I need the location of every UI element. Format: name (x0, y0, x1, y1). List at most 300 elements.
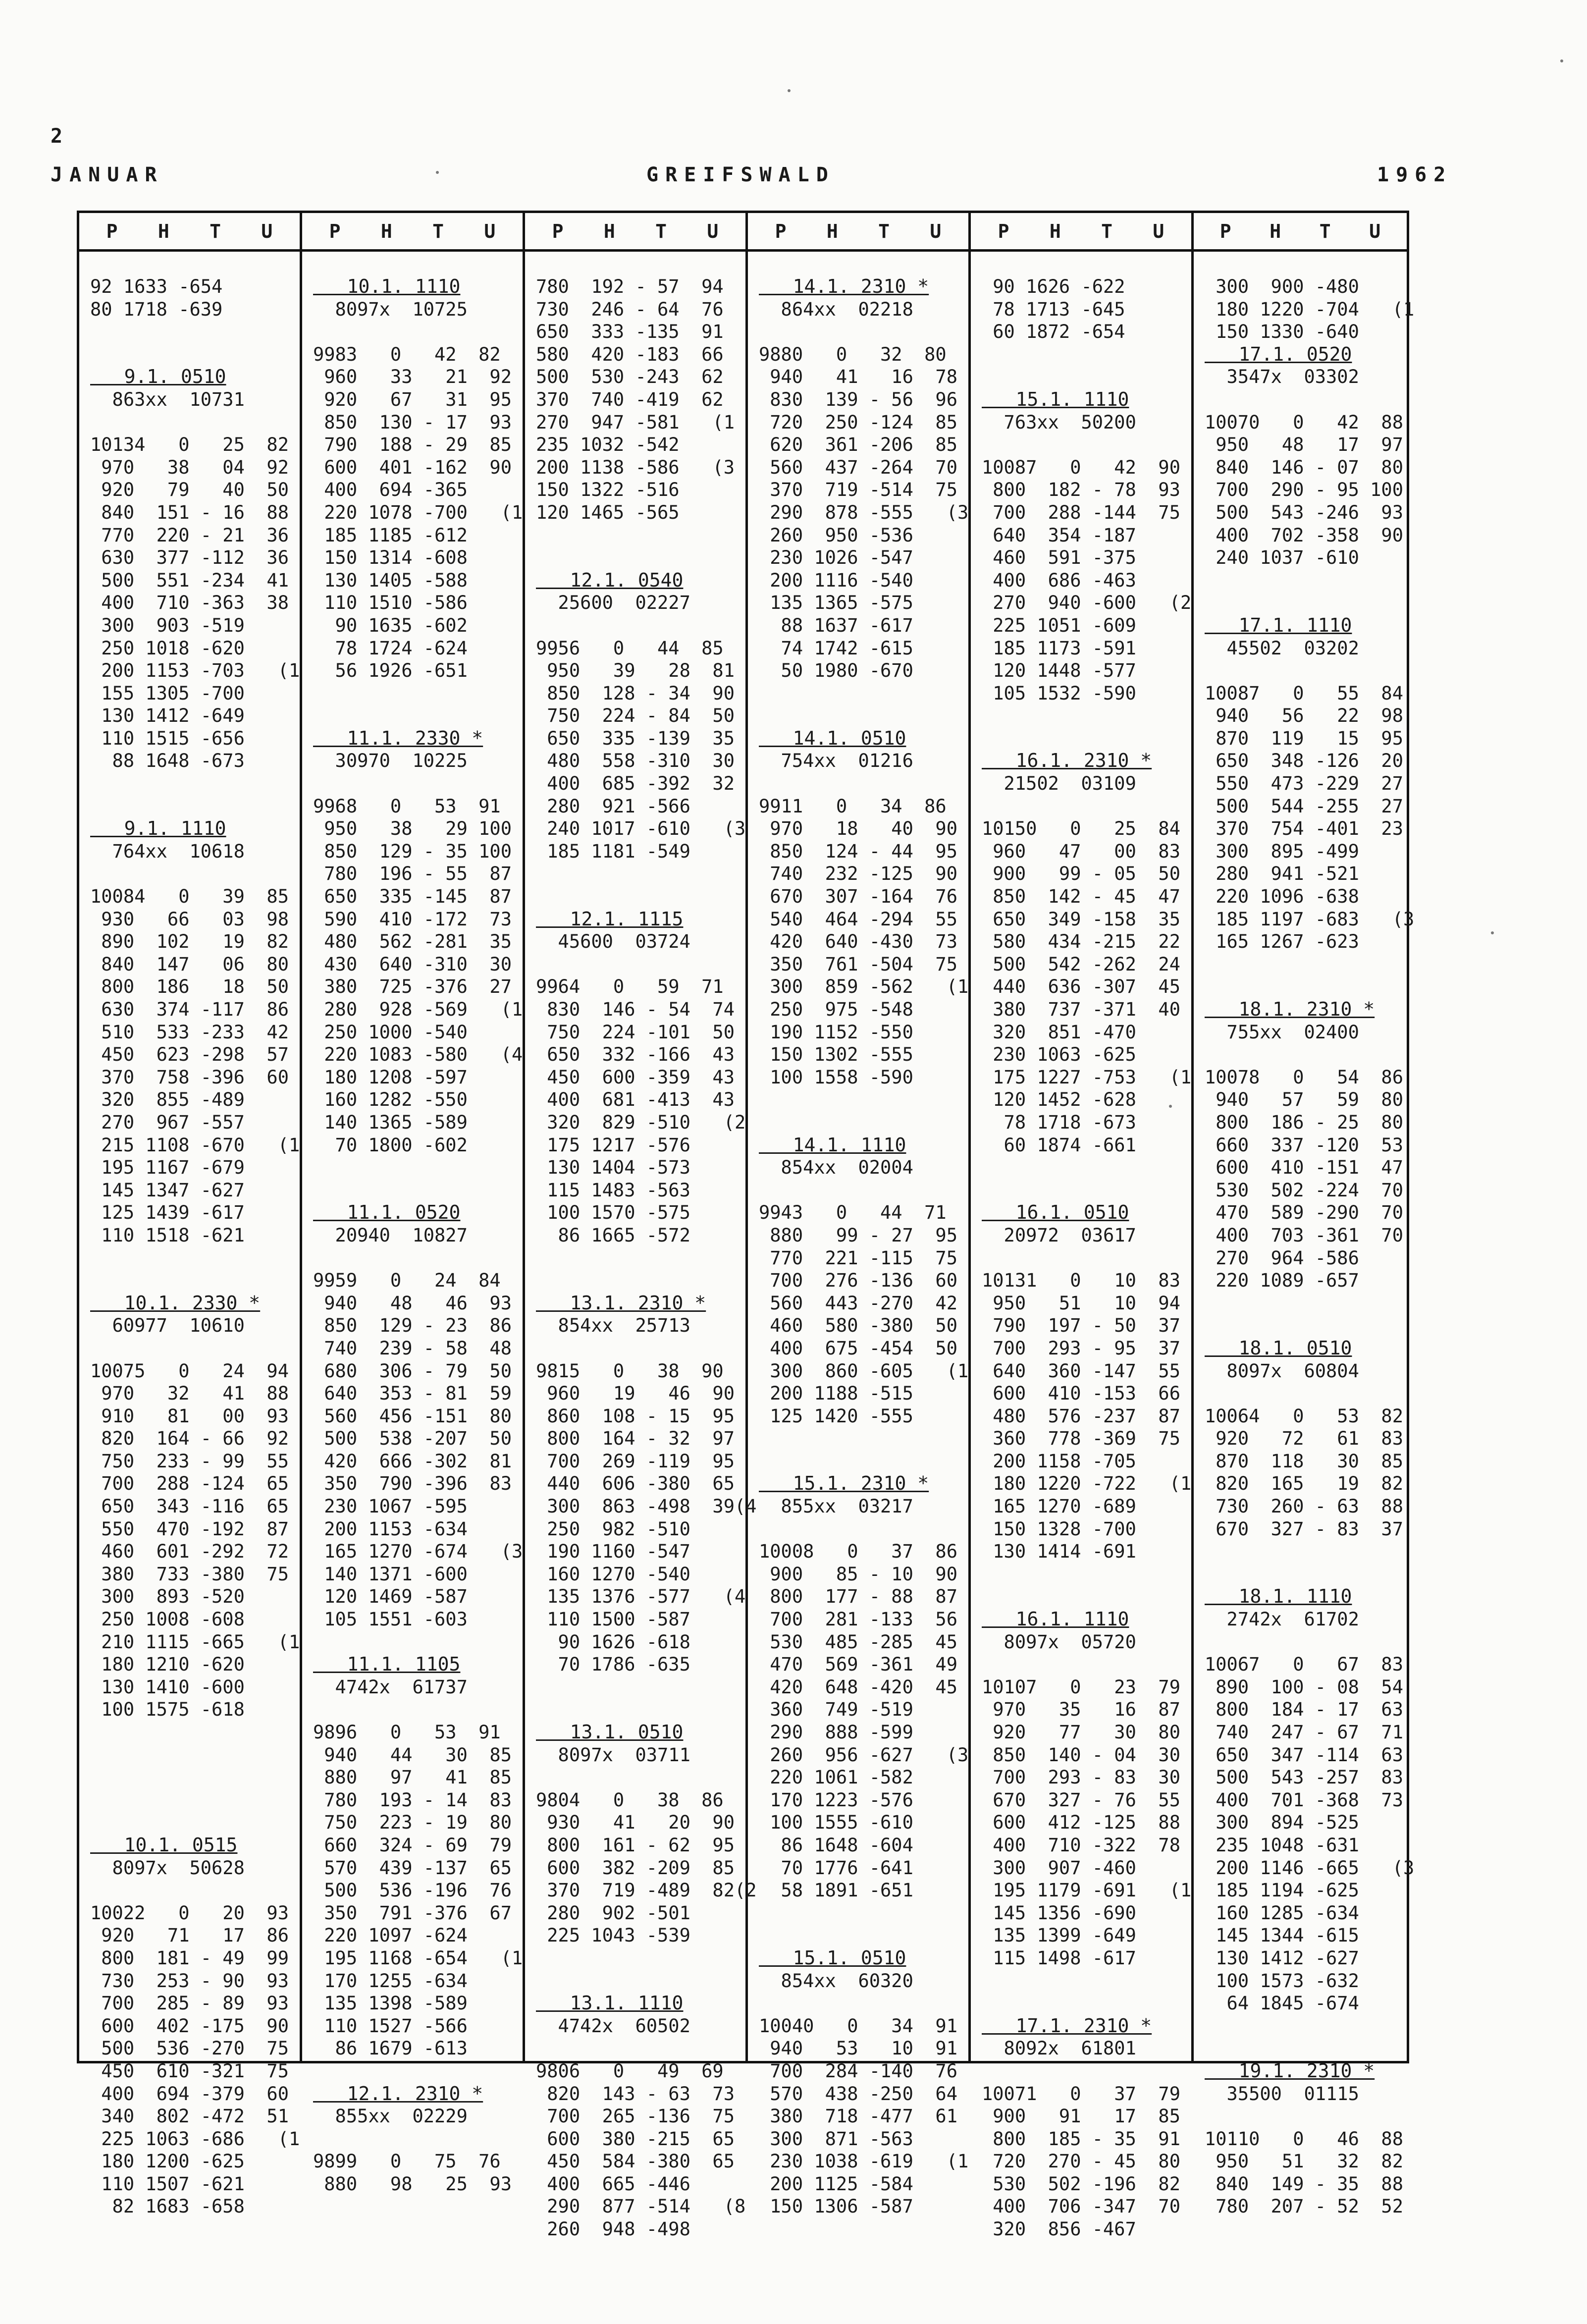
table-row: 200 1125 -584 (759, 2173, 913, 2195)
table-row: 165 1267 -623 (1205, 931, 1359, 953)
table-row: 890 100 - 08 54 (1205, 1676, 1403, 1698)
table-row: 480 562 -281 35 (313, 931, 512, 953)
table-row: 600 412 -125 88 (982, 1812, 1180, 1834)
table-row: 450 600 -359 43 (536, 1066, 735, 1088)
sounding-heading: 12.1. 2310 * (313, 2082, 483, 2105)
table-row (536, 1970, 745, 1993)
table-row: 650 347 -114 63 (1205, 1744, 1403, 1766)
year-heading: 1962 (1377, 163, 1453, 186)
table-row: 145 1356 -690 (982, 1902, 1136, 1924)
table-row: 650 332 -166 43 (536, 1044, 735, 1066)
table-row: 940 53 10 91 (759, 2038, 957, 2059)
table-row: 400 685 -392 32 (536, 773, 735, 795)
table-row: 160 1270 -540 (536, 1563, 690, 1585)
table-row (982, 727, 1191, 750)
table-row: 400 686 -463 (982, 569, 1136, 591)
table-row (536, 1269, 745, 1292)
table-row: 235 1032 -542 (536, 434, 680, 456)
table-row (759, 1427, 968, 1450)
table-row: 110 1500 -587 (536, 1609, 690, 1630)
column-header-label: P (775, 220, 787, 242)
table-row: 500 538 -207 50 (313, 1428, 512, 1450)
table-row: 700 293 - 83 30 (982, 1767, 1180, 1788)
table-row: 380 725 -376 27 (313, 976, 512, 998)
column-body (79, 252, 300, 2218)
table-row: 86 1648 -604 (759, 1834, 913, 1856)
table-row: 70 1786 -635 (536, 1654, 690, 1675)
table-row: 480 558 -310 30 (536, 750, 735, 772)
table-row: 560 443 -270 42 (759, 1292, 957, 1314)
table-row: 680 306 - 79 50 (313, 1360, 512, 1382)
sounding-heading: 19.1. 2310 * (1205, 2059, 1375, 2082)
table-row: 660 337 -120 53 (1205, 1134, 1403, 1156)
table-row (313, 321, 523, 343)
table-row: 700 285 - 89 93 (90, 1993, 289, 2014)
table-row: 670 327 - 83 37 (1205, 1518, 1403, 1540)
table-row: 185 1185 -612 (313, 524, 468, 546)
table-row: 400 706 -347 70 (982, 2196, 1180, 2217)
table-row: 195 1179 -691 (1 (982, 1880, 1192, 1901)
table-row: 9968 0 53 91 (313, 795, 501, 817)
table-row: 510 533 -233 42 (90, 1021, 289, 1043)
table-row: 10131 0 10 83 (982, 1270, 1180, 1292)
table-row: 70 1776 -641 (759, 1857, 913, 1879)
table-row: 100 1573 -632 (1205, 1970, 1359, 1992)
table-row: 100 1555 -610 (759, 1812, 913, 1834)
table-row: 400 694 -365 (313, 479, 468, 501)
table-row: 10071 0 37 79 (982, 2083, 1180, 2105)
table-row (759, 321, 968, 343)
table-row: 60977 10610 (90, 1315, 245, 1337)
table-row: 78 1724 -624 (313, 637, 468, 659)
table-row: 105 1551 -603 (313, 1609, 468, 1630)
table-row: 960 47 00 83 (982, 840, 1180, 862)
table-row: 630 377 -112 36 (90, 547, 289, 569)
table-row: 880 98 25 93 (313, 2173, 512, 2195)
table-row: 854xx 60320 (759, 1970, 913, 1992)
table-row (982, 2060, 1191, 2083)
table-row: 100 1575 -618 (90, 1699, 245, 1721)
table-row: 135 1365 -575 (759, 592, 913, 614)
table-row: 45502 03202 (1205, 637, 1359, 659)
table-row: 754xx 01216 (759, 750, 913, 772)
table-row: 700 288 -144 75 (982, 501, 1180, 523)
table-row: 220 1097 -624 (313, 1925, 468, 1946)
table-row (759, 1111, 968, 1134)
column-header (79, 213, 300, 252)
table-row: 640 353 - 81 59 (313, 1383, 512, 1405)
column-header-label: T (655, 220, 667, 242)
table-row (1205, 2105, 1407, 2128)
column-header-label: H (826, 220, 838, 242)
sounding-heading: 11.1. 2330 * (313, 727, 483, 749)
table-row (536, 546, 745, 569)
table-row: 950 48 17 97 (1205, 434, 1403, 456)
table-row: 360 778 -369 75 (982, 1428, 1180, 1450)
table-row: 780 193 - 14 83 (313, 1789, 512, 1811)
table-row: 720 270 - 45 80 (982, 2151, 1180, 2172)
table-row: 640 360 -147 55 (982, 1360, 1180, 1382)
table-row: 500 530 -243 62 (536, 366, 724, 388)
table-row: 225 1043 -539 (536, 1925, 690, 1946)
sounding-heading: 17.1. 0520 (1205, 343, 1352, 365)
table-row (1205, 592, 1407, 614)
table-row: 430 640 -310 30 (313, 953, 512, 975)
table-row (759, 1450, 968, 1473)
table-row (982, 343, 1191, 366)
table-row (982, 704, 1191, 727)
scan-speck (1560, 59, 1563, 62)
table-row: 550 470 -192 87 (90, 1518, 289, 1540)
table-row: 120 1452 -628 (982, 1089, 1136, 1111)
table-row: 910 81 00 93 (90, 1405, 289, 1427)
table-row: 150 1306 -587 (759, 2196, 913, 2217)
table-row (759, 772, 968, 795)
table-row (313, 2060, 523, 2083)
table-row (90, 1789, 300, 1812)
table-row: 250 982 -510 (536, 1518, 690, 1540)
table-row: 225 1063 -686 (1 (90, 2128, 300, 2150)
table-row: 720 250 -124 85 (759, 411, 957, 433)
table-row: 500 543 -246 93 (1205, 501, 1403, 523)
table-row: 840 151 - 16 88 (90, 501, 289, 523)
table-row: 185 1194 -625 (1205, 1880, 1359, 1901)
table-row: 9911 0 34 86 (759, 795, 947, 817)
table-row (1205, 2015, 1407, 2038)
table-row: 380 737 -371 40 (982, 999, 1180, 1020)
table-row: 10087 0 42 90 (982, 456, 1180, 478)
table-row: 100 1570 -575 (536, 1202, 690, 1224)
table-row: 540 464 -294 55 (759, 908, 957, 930)
sounding-heading: 15.1. 0510 (759, 1946, 906, 1969)
table-row: 320 855 -489 (90, 1089, 245, 1111)
table-row (313, 772, 523, 795)
table-row: 840 146 - 07 80 (1205, 456, 1403, 478)
table-row: 200 1188 -515 (759, 1383, 913, 1405)
table-row: 530 502 -224 70 (1205, 1179, 1403, 1201)
column-header-label: U (1369, 220, 1381, 242)
table-row: 9983 0 42 82 (313, 343, 501, 365)
table-row: 560 456 -151 80 (313, 1405, 512, 1427)
table-row: 700 281 -133 56 (759, 1609, 957, 1630)
sounding-heading: 17.1. 2310 * (982, 2014, 1152, 2037)
table-row: 185 1173 -591 (982, 637, 1136, 659)
table-row: 470 569 -361 49 (759, 1654, 957, 1675)
table-row: 200 1153 -634 (313, 1518, 468, 1540)
table-row: 10110 0 46 88 (1205, 2128, 1403, 2150)
table-row: 500 544 -255 27 (1205, 795, 1403, 817)
table-row: 10107 0 23 79 (982, 1676, 1180, 1698)
table-row: 850 129 - 35 100 (313, 840, 512, 862)
table-row: 2742x 61702 (1205, 1609, 1359, 1630)
table-row: 235 1048 -631 (1205, 1834, 1359, 1856)
table-row: 120 1465 -565 (536, 501, 680, 523)
table-row: 90 1635 -602 (313, 614, 468, 636)
table-row: 350 790 -396 83 (313, 1473, 512, 1495)
table-row: 230 1038 -619 (1 (759, 2151, 969, 2172)
table-row (90, 1269, 300, 1292)
table-row: 10150 0 25 84 (982, 818, 1180, 840)
table-row: 230 1026 -547 (759, 547, 913, 569)
table-row: 10008 0 37 86 (759, 1541, 957, 1563)
table-row: 8097x 05720 (982, 1631, 1136, 1653)
table-row (1205, 659, 1407, 682)
column-header-label: T (432, 220, 444, 242)
table-row: 150 1322 -516 (536, 479, 680, 501)
table-row: 4742x 60502 (536, 2015, 690, 2037)
table-row: 135 1398 -589 (313, 1993, 468, 2014)
table-row: 195 1167 -679 (90, 1157, 245, 1179)
table-row: 670 327 - 76 55 (982, 1789, 1180, 1811)
table-row: 88 1648 -673 (90, 750, 245, 772)
table-row: 700 276 -136 60 (759, 1270, 957, 1292)
table-row: 700 290 - 95 100 (1205, 479, 1403, 501)
table-row: 290 878 -555 (3 (759, 501, 969, 523)
table-row (536, 1947, 745, 1970)
table-row: 300 903 -519 (90, 614, 245, 636)
table-row: 300 900 -480 (1205, 276, 1359, 297)
table-row: 8092x 61801 (982, 2038, 1136, 2059)
table-row: 8097x 60804 (1205, 1360, 1359, 1382)
table-row: 155 1305 -700 (90, 682, 245, 704)
table-row: 200 1146 -665 (3 (1205, 1857, 1415, 1879)
table-row: 320 829 -510 (2 (536, 1111, 746, 1133)
sounding-table (77, 211, 1415, 2240)
table-row: 600 410 -151 47 (1205, 1157, 1403, 1179)
table-row: 110 1510 -586 (313, 592, 468, 614)
table-row (536, 524, 745, 547)
table-row: 850 128 - 34 90 (536, 682, 735, 704)
table-row (1205, 953, 1407, 976)
table-row: 880 99 - 27 95 (759, 1224, 957, 1246)
table-row: 930 41 20 90 (536, 1812, 735, 1834)
table-row: 380 718 -477 61 (759, 2106, 957, 2127)
table-row: 900 99 - 05 50 (982, 863, 1180, 885)
table-row: 180 1200 -625 (90, 2151, 245, 2172)
table-row: 270 940 -600 (2 (982, 592, 1192, 614)
table-row: 320 851 -470 (982, 1021, 1136, 1043)
table-row: 600 401 -162 90 (313, 456, 512, 478)
table-row (313, 682, 523, 705)
table-row: 9964 0 59 71 (536, 976, 724, 998)
sounding-heading: 10.1. 1110 (313, 275, 461, 297)
table-row: 10064 0 53 82 (1205, 1405, 1403, 1427)
table-row: 763xx 50200 (982, 411, 1136, 433)
table-row: 570 438 -250 64 (759, 2083, 957, 2105)
table-row: 130 1405 -588 (313, 569, 468, 591)
table-row: 25600 02227 (536, 592, 690, 614)
sounding-heading: 14.1. 1110 (759, 1134, 906, 1156)
table-row: 730 260 - 63 88 (1205, 1496, 1403, 1517)
table-row: 280 928 -569 (1 (313, 999, 523, 1020)
table-row: 790 188 - 29 85 (313, 434, 512, 456)
table-row: 560 437 -264 70 (759, 456, 957, 478)
table-row: 195 1168 -654 (1 (313, 1947, 523, 1969)
table-row: 86 1679 -613 (313, 2038, 468, 2059)
column-header-label: P (998, 220, 1009, 242)
table-row (1205, 1382, 1407, 1405)
table-row: 500 543 -257 83 (1205, 1767, 1403, 1788)
table-row: 9956 0 44 85 (536, 637, 724, 659)
table-row (90, 772, 300, 795)
table-row: 530 485 -285 45 (759, 1631, 957, 1653)
column-header-label: P (552, 220, 564, 242)
table-row: 950 51 10 94 (982, 1292, 1180, 1314)
table-row: 920 71 17 86 (90, 1925, 289, 1946)
table-row: 135 1376 -577 (4 (536, 1586, 746, 1608)
table-row: 880 97 41 85 (313, 1767, 512, 1788)
table-row: 370 719 -514 75 (759, 479, 957, 501)
table-row: 165 1270 -674 (3 (313, 1541, 523, 1563)
column-header-label: H (1270, 220, 1281, 242)
table-row: 190 1160 -547 (536, 1541, 690, 1563)
table-row: 870 119 15 95 (1205, 727, 1403, 749)
column-header-label: H (1049, 220, 1061, 242)
table-row: 970 32 41 88 (90, 1383, 289, 1405)
table-row: 850 129 - 23 86 (313, 1315, 512, 1337)
table-row (982, 433, 1191, 456)
table-row: 850 140 - 04 30 (982, 1744, 1180, 1766)
table-row (90, 1721, 300, 1744)
table-row: 770 220 - 21 36 (90, 524, 289, 546)
table-row: 300 894 -525 (1205, 1812, 1359, 1834)
table-row: 110 1527 -566 (313, 2015, 468, 2037)
station-heading: GREIFSWALD (646, 163, 835, 186)
table-row (1205, 1043, 1407, 1066)
table-row: 800 182 - 78 93 (982, 479, 1180, 501)
table-row: 870 118 30 85 (1205, 1450, 1403, 1472)
table-row: 9806 0 49 69 (536, 2060, 724, 2082)
table-row: 360 749 -519 (759, 1699, 913, 1721)
table-row: 240 1017 -610 (3 (536, 818, 746, 840)
column-header-label: U (707, 220, 719, 242)
table-row: 145 1347 -627 (90, 1179, 245, 1201)
table-row: 380 733 -380 75 (90, 1563, 289, 1585)
table-row (759, 1518, 968, 1541)
table-row: 850 142 - 45 47 (982, 886, 1180, 908)
table-row (759, 704, 968, 727)
table-row (1205, 2037, 1407, 2060)
table-row: 740 239 - 58 48 (313, 1337, 512, 1359)
table-row: 290 888 -599 (759, 1722, 913, 1743)
table-row: 930 66 03 98 (90, 908, 289, 930)
table-row: 450 610 -321 75 (90, 2060, 289, 2082)
table-row: 850 124 - 44 95 (759, 840, 957, 862)
table-row: 440 606 -380 65 (536, 1473, 735, 1495)
table-row: 220 1096 -638 (1205, 886, 1359, 908)
column-header-label: P (106, 220, 118, 242)
table-row: 800 161 - 62 95 (536, 1834, 735, 1856)
table-row: 150 1328 -700 (982, 1518, 1136, 1540)
table-row: 600 382 -209 85 (536, 1857, 735, 1879)
table-row: 120 1469 -587 (313, 1586, 468, 1608)
table-row: 10134 0 25 82 (90, 434, 289, 456)
table-row (536, 2037, 745, 2060)
table-row: 470 589 -290 70 (1205, 1202, 1403, 1224)
table-row: 220 1078 -700 (1 (313, 501, 523, 523)
sounding-heading: 16.1. 1110 (982, 1608, 1129, 1630)
table-row: 940 44 30 85 (313, 1744, 512, 1766)
table-row: 200 1116 -540 (759, 569, 913, 591)
table-row (90, 795, 300, 818)
table-row: 10084 0 39 85 (90, 886, 289, 908)
column-header-label: T (1319, 220, 1331, 242)
table-row: 200 1158 -705 (982, 1450, 1136, 1472)
table-row: 10040 0 34 91 (759, 2015, 957, 2037)
table-row: 80 1718 -639 (90, 298, 223, 320)
table-row: 200 1138 -586 (3 (536, 456, 735, 478)
table-row: 790 197 - 50 37 (982, 1315, 1180, 1337)
table-row: 830 146 - 54 74 (536, 999, 735, 1020)
table-row: 920 72 61 83 (1205, 1428, 1403, 1450)
column-header (748, 213, 968, 252)
table-row: 185 1181 -549 (536, 840, 690, 862)
table-row: 750 224 -101 50 (536, 1021, 735, 1043)
table-row: 230 1063 -625 (982, 1044, 1136, 1066)
table-row: 8097x 10725 (313, 298, 468, 320)
table-row (759, 1992, 968, 2015)
table-row (536, 885, 745, 908)
table-row (536, 1766, 745, 1789)
table-row: 550 473 -229 27 (1205, 773, 1403, 795)
table-row: 260 948 -498 (536, 2218, 690, 2240)
table-row: 740 247 - 67 71 (1205, 1722, 1403, 1743)
table-row: 650 335 -145 87 (313, 886, 512, 908)
table-row: 70 1800 -602 (313, 1134, 468, 1156)
table-row: 370 754 -401 23 (1205, 818, 1403, 840)
table-row: 400 694 -379 60 (90, 2083, 289, 2105)
column-header (1194, 213, 1407, 252)
table-row: 400 665 -446 (536, 2173, 690, 2195)
table-row (1205, 1292, 1407, 1315)
column-header-label: T (1101, 220, 1113, 242)
table-row: 300 895 -499 (1205, 840, 1359, 862)
table-row: 200 1153 -703 (1 (90, 660, 300, 682)
table-row (982, 1585, 1191, 1608)
table-row (759, 1179, 968, 1202)
table-row: 9959 0 24 84 (313, 1270, 501, 1292)
table-row (1205, 975, 1407, 998)
table-row: 150 1314 -608 (313, 547, 468, 569)
month-heading: JANUAR (51, 163, 164, 186)
table-row: 855xx 03217 (759, 1496, 913, 1517)
table-row: 10087 0 55 84 (1205, 682, 1403, 704)
table-row: 10078 0 54 86 (1205, 1066, 1403, 1088)
sounding-heading: 17.1. 1110 (1205, 614, 1352, 636)
table-row (90, 1337, 300, 1360)
table-row: 9815 0 38 90 (536, 1360, 724, 1382)
table-row: 460 601 -292 72 (90, 1541, 289, 1563)
table-row: 250 1008 -608 (90, 1609, 245, 1630)
column-header-label: P (1219, 220, 1231, 242)
table-row: 450 623 -298 57 (90, 1044, 289, 1066)
table-column (302, 213, 525, 2195)
table-row: 750 224 - 84 50 (536, 705, 735, 727)
table-row: 110 1507 -621 (90, 2173, 245, 2195)
table-row: 3547x 03302 (1205, 366, 1359, 388)
table-row: 440 636 -307 45 (982, 976, 1180, 998)
table-row (536, 863, 745, 885)
table-row: 180 1208 -597 (313, 1066, 468, 1088)
table-row: 800 164 - 32 97 (536, 1428, 735, 1450)
table-row: 400 675 -454 50 (759, 1337, 957, 1359)
column-body (1194, 252, 1415, 2218)
table-row: 280 941 -521 (1205, 863, 1359, 885)
column-header-label: H (603, 220, 615, 242)
table-row: 755xx 02400 (1205, 1021, 1359, 1043)
sounding-heading: 14.1. 0510 (759, 727, 906, 749)
table-row (536, 1247, 745, 1270)
